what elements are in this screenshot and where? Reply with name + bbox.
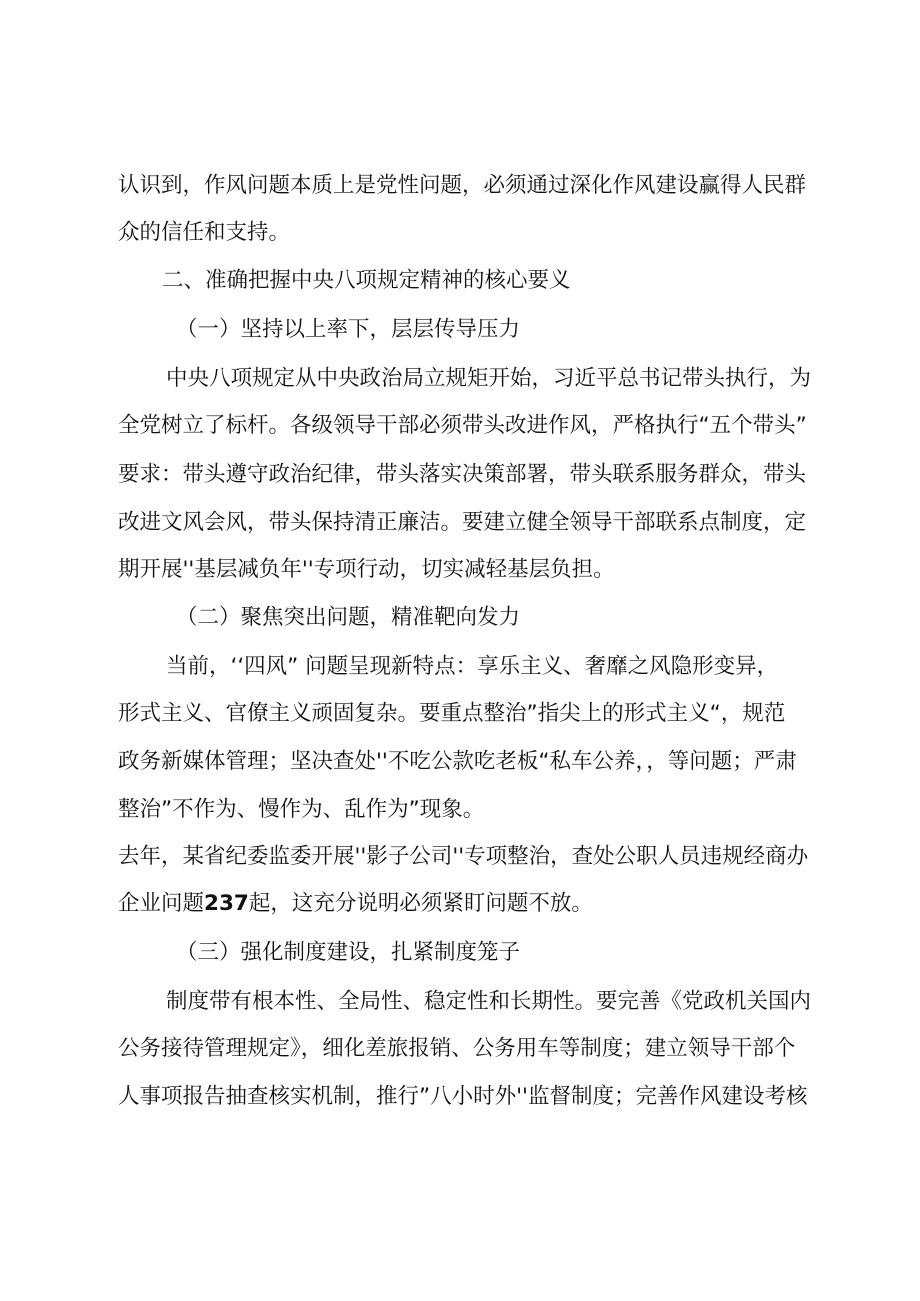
paragraph-line: 公务接待管理规定》，细化差旅报销、公务用车等制度；建立领导干部个 (118, 1036, 796, 1061)
paragraph-text: 起，这充分说明必须紧盯问题不放。 (248, 891, 593, 916)
paragraph-line: 政务新媒体管理；坚决查处''不吃公款吃老板“私车公养，，等问题；严肃 (118, 749, 797, 774)
paragraph-line: 改进文风会风，带头保持清正廉洁。要建立健全领导干部联系点制度，定 (118, 510, 807, 535)
paragraph-line: 全党树立了标杆。各级领导干部必须带头改进作风，严格执行“五个带头” (118, 413, 807, 438)
paragraph-line: 众的信任和支持。 (118, 220, 291, 245)
paragraph-line: 人事项报告抽查核实机制，推行”八小时外''监督制度；完善作风建设考核 (118, 1084, 808, 1109)
section-heading: 二、准确把握中央八项规定精神的核心要义 (162, 268, 571, 293)
subsection-heading: （二）聚焦突出问题，精准靶向发力 (176, 605, 521, 630)
paragraph-line: 中央八项规定从中央政治局立规矩开始，习近平总书记带头执行，为 (166, 366, 812, 391)
paragraph-text: 企业问题 (118, 891, 205, 916)
paragraph-line (118, 889, 593, 919)
subsection-heading: （一）坚持以上率下，层层传导压力 (176, 317, 521, 342)
paragraph-line: 形式主义、官僚主义顽固复杂。要重点整治”指尖上的形式主义“，规范 (118, 701, 786, 726)
paragraph-line: 制度带有根本性、全局性、稳定性和长期性。要完善《党政机关国内 (166, 989, 812, 1014)
paragraph-line: 期开展''基层减负年''专项行动，切实减轻基层负担。 (118, 557, 615, 582)
paragraph-line: 去年，某省纪委监委开展''影子公司''专项整治，查处公职人员违规经商办 (118, 844, 809, 869)
paragraph-line: 整治”不作为、慢作为、乱作为”现象。 (118, 797, 485, 822)
paragraph-line: 当前，‘‘四风” 问题呈现新特点：享乐主义、奢靡之风隐形变异， (166, 654, 779, 679)
paragraph-line: 认识到，作风问题本质上是党性问题，必须通过深化作风建设赢得人民群 (118, 173, 807, 198)
paragraph-line: 要求：带头遵守政治纪律，带头落实决策部署，带头联系服务群众，带头 (118, 462, 807, 487)
issue-count: 237 (204, 891, 249, 916)
subsection-heading: （三）强化制度建设，扎紧制度笼子 (176, 940, 521, 965)
